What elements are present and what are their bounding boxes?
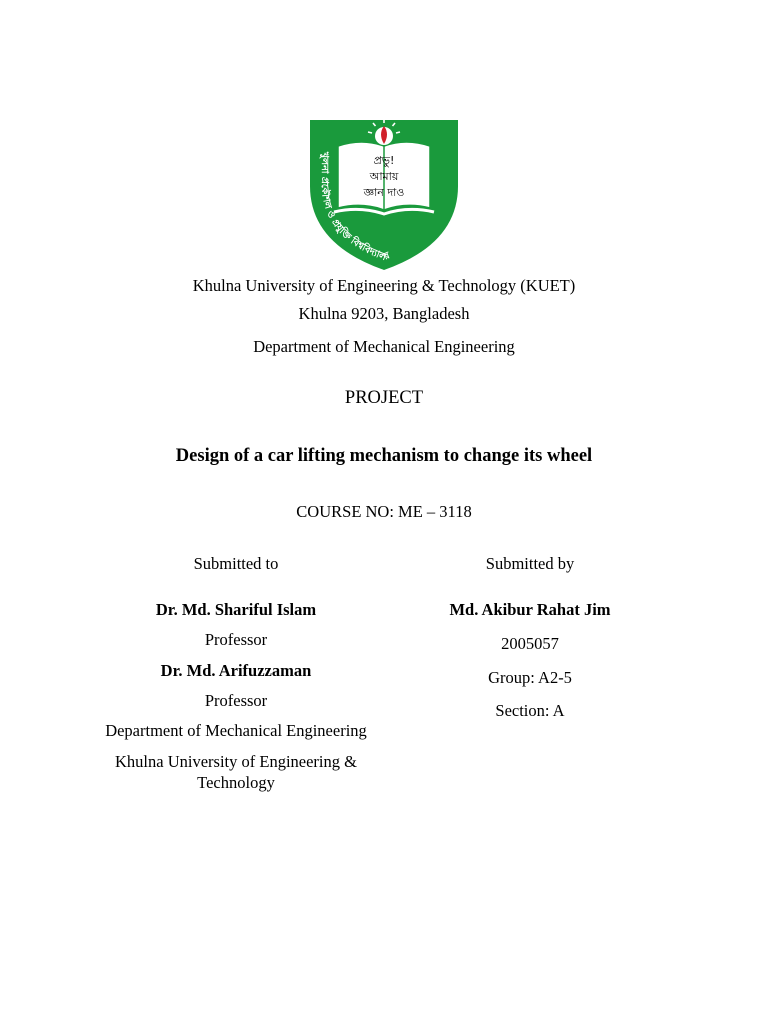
logo-ring-text: খুলনা প্রকৌশল ও প্রযুক্তি বিশ্ববিদ্যালয় bbox=[318, 151, 392, 264]
student-group: Group: A2-5 bbox=[488, 668, 572, 687]
supervisor-1-name: Dr. Md. Shariful Islam bbox=[155, 600, 317, 619]
document-type: PROJECT bbox=[344, 388, 424, 408]
university-name: Khulna University of Engineering & Technology (KUET) bbox=[192, 276, 576, 295]
supervisor-1-role: Professor bbox=[204, 630, 268, 649]
student-section: Section: A bbox=[495, 701, 565, 720]
logo-text-line-2: আমায় bbox=[369, 170, 399, 183]
supervisor-university-line-1: Khulna University of Engineering & bbox=[115, 752, 357, 771]
student-roll: 2005057 bbox=[501, 634, 559, 653]
student-name: Md. Akibur Rahat Jim bbox=[449, 600, 611, 619]
logo-text-line-3: জ্ঞান দাও bbox=[363, 186, 405, 199]
course-number: COURSE NO: ME – 3118 bbox=[296, 502, 472, 521]
submitted-by-heading: Submitted by bbox=[485, 554, 575, 573]
submitted-by-section bbox=[420, 0, 640, 1024]
supervisor-2-name: Dr. Md. Arifuzzaman bbox=[160, 661, 312, 680]
submitted-to-heading: Submitted to bbox=[193, 554, 279, 573]
university-address: Khulna 9203, Bangladesh bbox=[298, 304, 470, 323]
project-title: Design of a car lifting mechanism to change its wheel bbox=[175, 446, 593, 466]
department-name: Department of Mechanical Engineering bbox=[253, 337, 515, 356]
supervisor-department: Department of Mechanical Engineering bbox=[105, 721, 367, 740]
supervisor-university-line-2: Technology bbox=[197, 773, 275, 792]
logo-text-line-1: প্রভু! bbox=[373, 154, 395, 167]
supervisor-2-role: Professor bbox=[204, 691, 268, 710]
submitted-to-section bbox=[86, 0, 386, 1024]
